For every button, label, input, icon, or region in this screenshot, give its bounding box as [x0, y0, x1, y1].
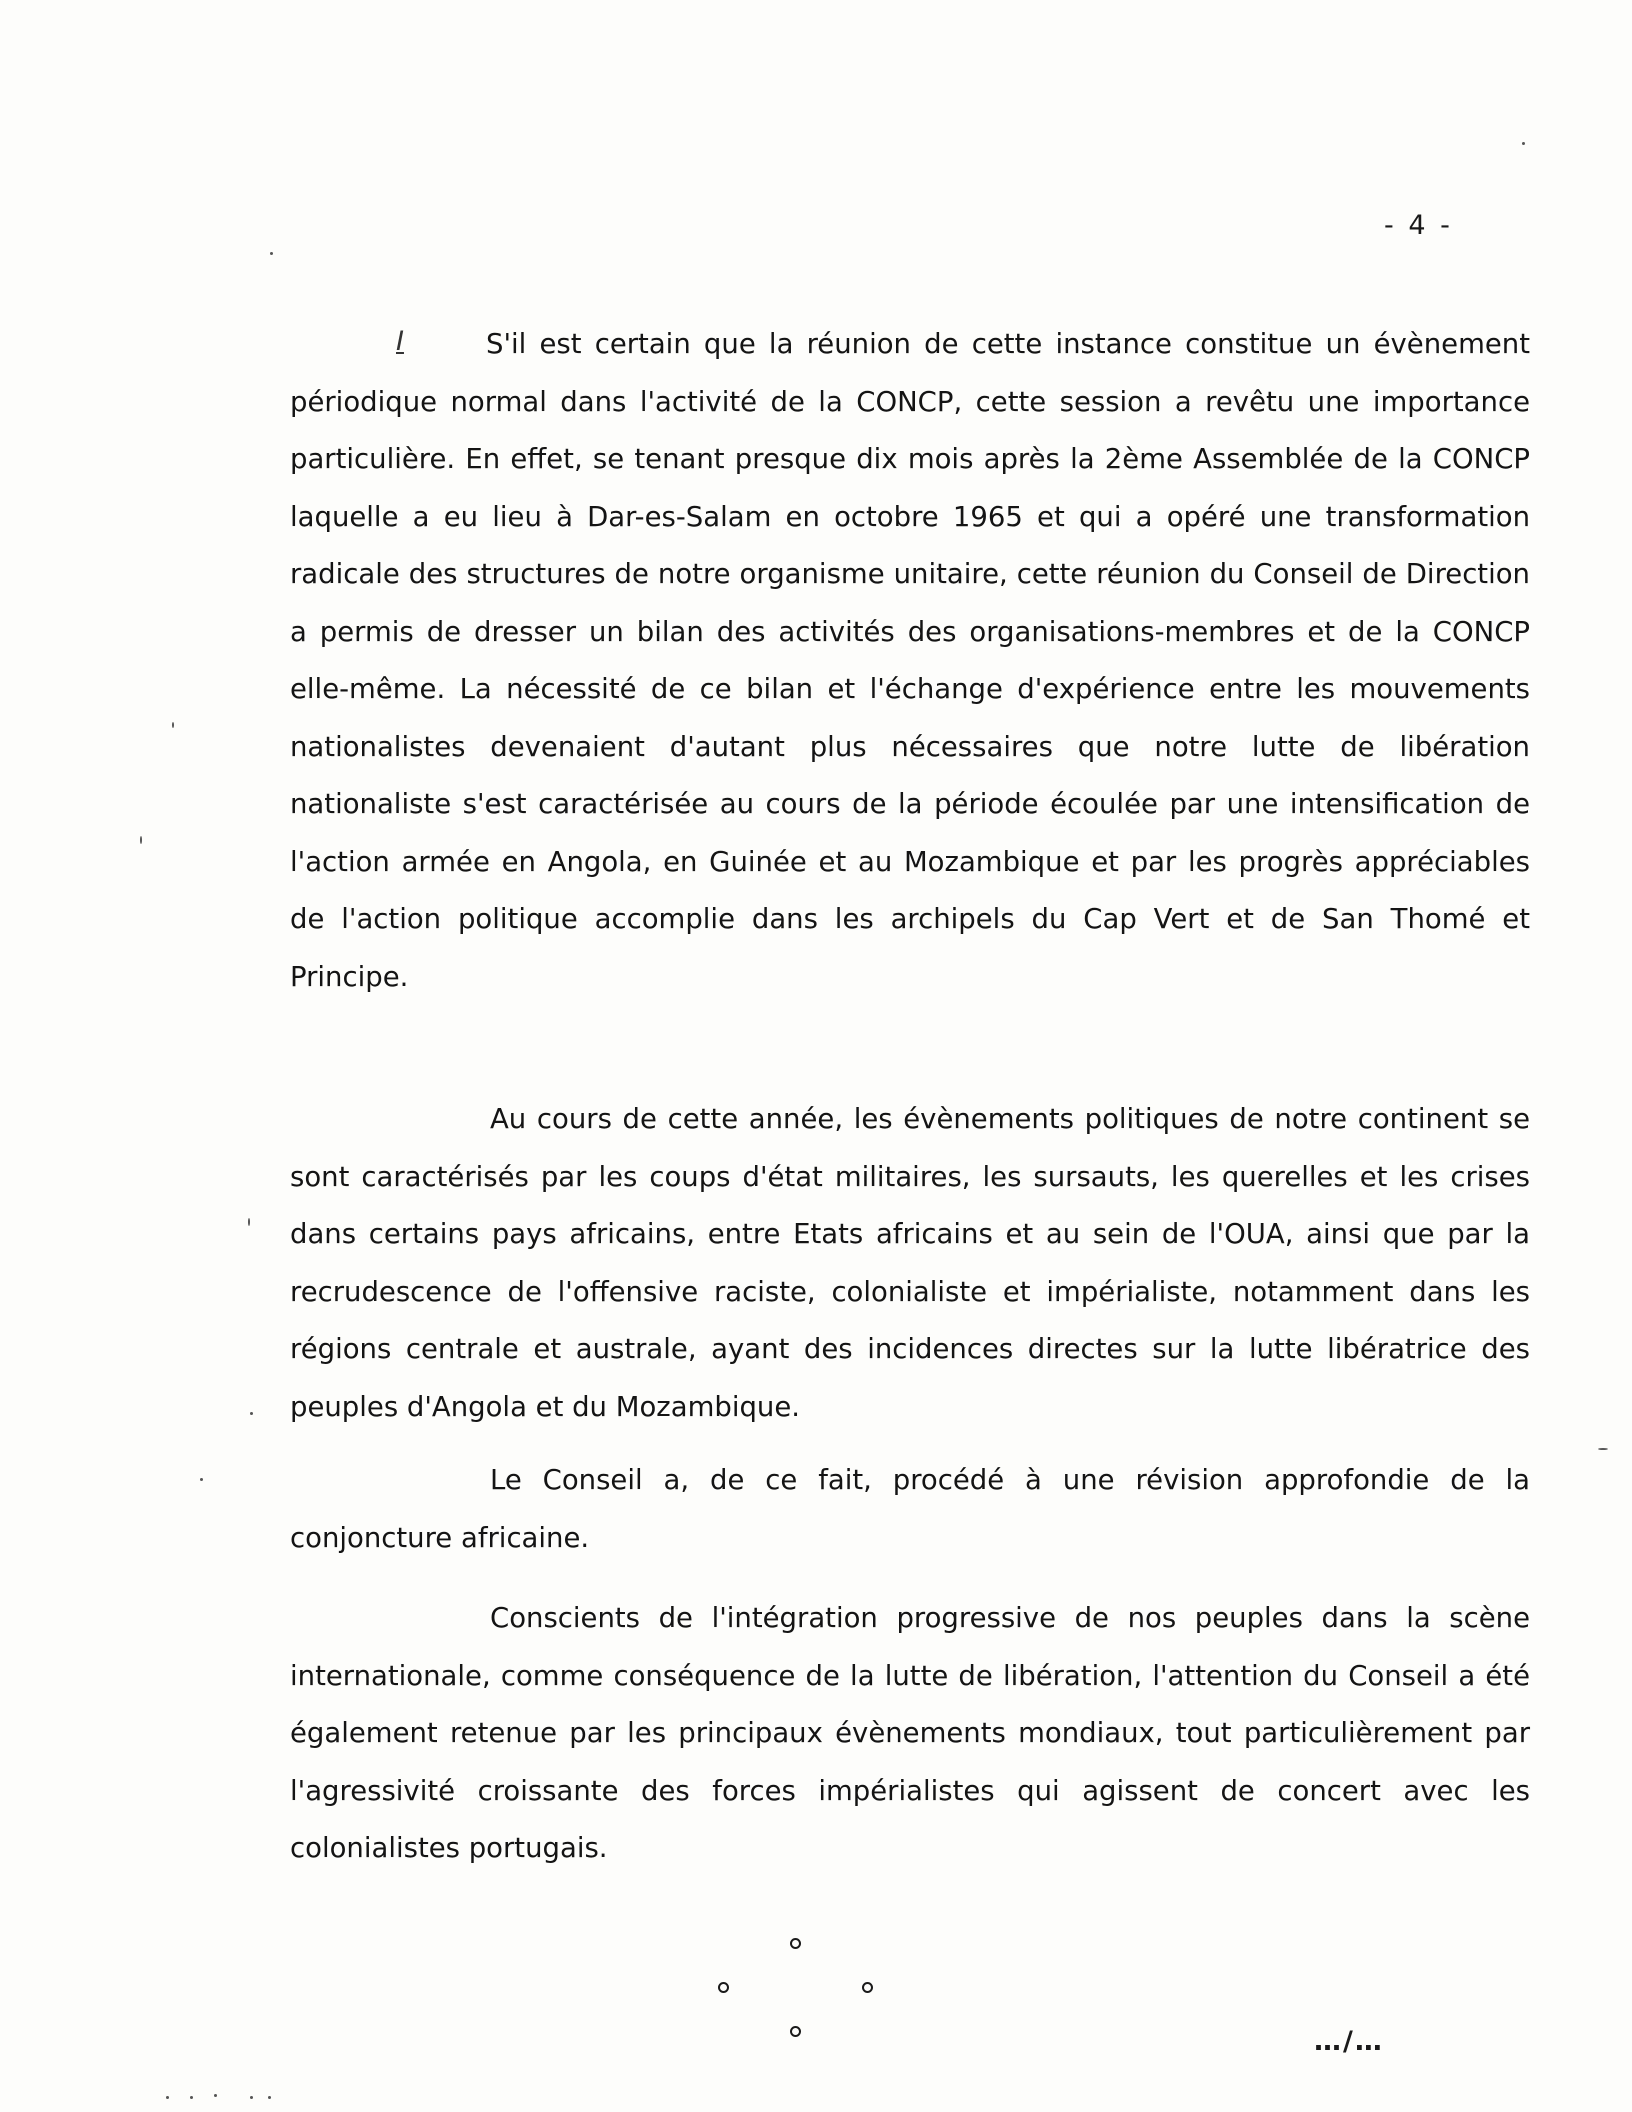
paragraph-continental-events: Au cours de cette année, les évènements politiques de notre continent se sont caractérisés par les coups d'état militaires, les sursauts, les querelles et les crises dans certains pays africains, entre Etats africains et au sein de l'OUA, ainsi que par la recrudescence de l'offensive raciste, colonialiste et impérialiste, notamment dans les régions centrale et australe, ayant des incidences directes sur la lutte libératrice des peuples d'Angola et du Mozambique.	[290, 1103, 1530, 1423]
section-ornament	[714, 1938, 874, 2048]
scan-speck	[1522, 142, 1525, 145]
continuation-mark: …/…	[1314, 2026, 1384, 2057]
margin-mark: I	[396, 326, 404, 357]
scan-speck	[190, 2096, 193, 2099]
scan-speck	[268, 2096, 271, 2099]
paragraph-international-events: Conscients de l'intégration progressive de nos peuples dans la scène internationale, comme conséquence de la lutte de libération, l'attention du Conseil a été également retenue par les principaux évènements mondiaux, tout particulièrement par l'agressivité croissante des forces impérialistes qui agissent de concert avec les colonialistes portugais.	[290, 1602, 1530, 1864]
scan-speck	[270, 252, 273, 255]
scan-speck	[200, 1478, 203, 1481]
scan-speck	[166, 2096, 169, 2099]
scan-speck	[172, 722, 174, 728]
scan-speck	[248, 1218, 250, 1226]
scan-speck	[250, 1412, 253, 1415]
scan-speck	[1598, 1448, 1608, 1450]
page-number: - 4 -	[1384, 210, 1453, 241]
ornament-dot	[862, 1982, 873, 1993]
ornament-dot	[718, 1982, 729, 1993]
scan-speck	[140, 836, 142, 844]
ornament-dot	[790, 1938, 801, 1949]
ornament-dot	[790, 2026, 801, 2037]
paragraph-session-importance: S'il est certain que la réunion de cette instance constitue un évènement périodique normal dans l'activité de la CONCP, cette session a revêtu une importance particulière. En effet, se tenant presque dix mois après la 2ème Assemblée de la CONCP laquelle a eu lieu à Dar-es-Salam en octobre 1965 et qui a opéré une transformation radicale des structures de notre organisme unitaire, cette réunion du Conseil de Direction a permis de dresser un bilan des activités des organisations-membres et de la CONCP elle-même. La nécessité de ce bilan et l'échange d'expérience entre les mouvements nationalistes devenaient d'autant plus nécessaires que notre lutte de libération nationaliste s'est caractérisée au cours de la période écoulée par une intensification de l'action armée en Angola, en Guinée et au Mozambique et par les progrès appréciables de l'action politique accomplie dans les archipels du Cap Vert et de San Thomé et Principe.	[290, 328, 1530, 993]
scan-speck	[214, 2094, 217, 2097]
paragraph-council-review: Le Conseil a, de ce fait, procédé à une révision approfondie de la conjoncture africaine.	[290, 1464, 1530, 1554]
scan-speck	[250, 2096, 253, 2099]
